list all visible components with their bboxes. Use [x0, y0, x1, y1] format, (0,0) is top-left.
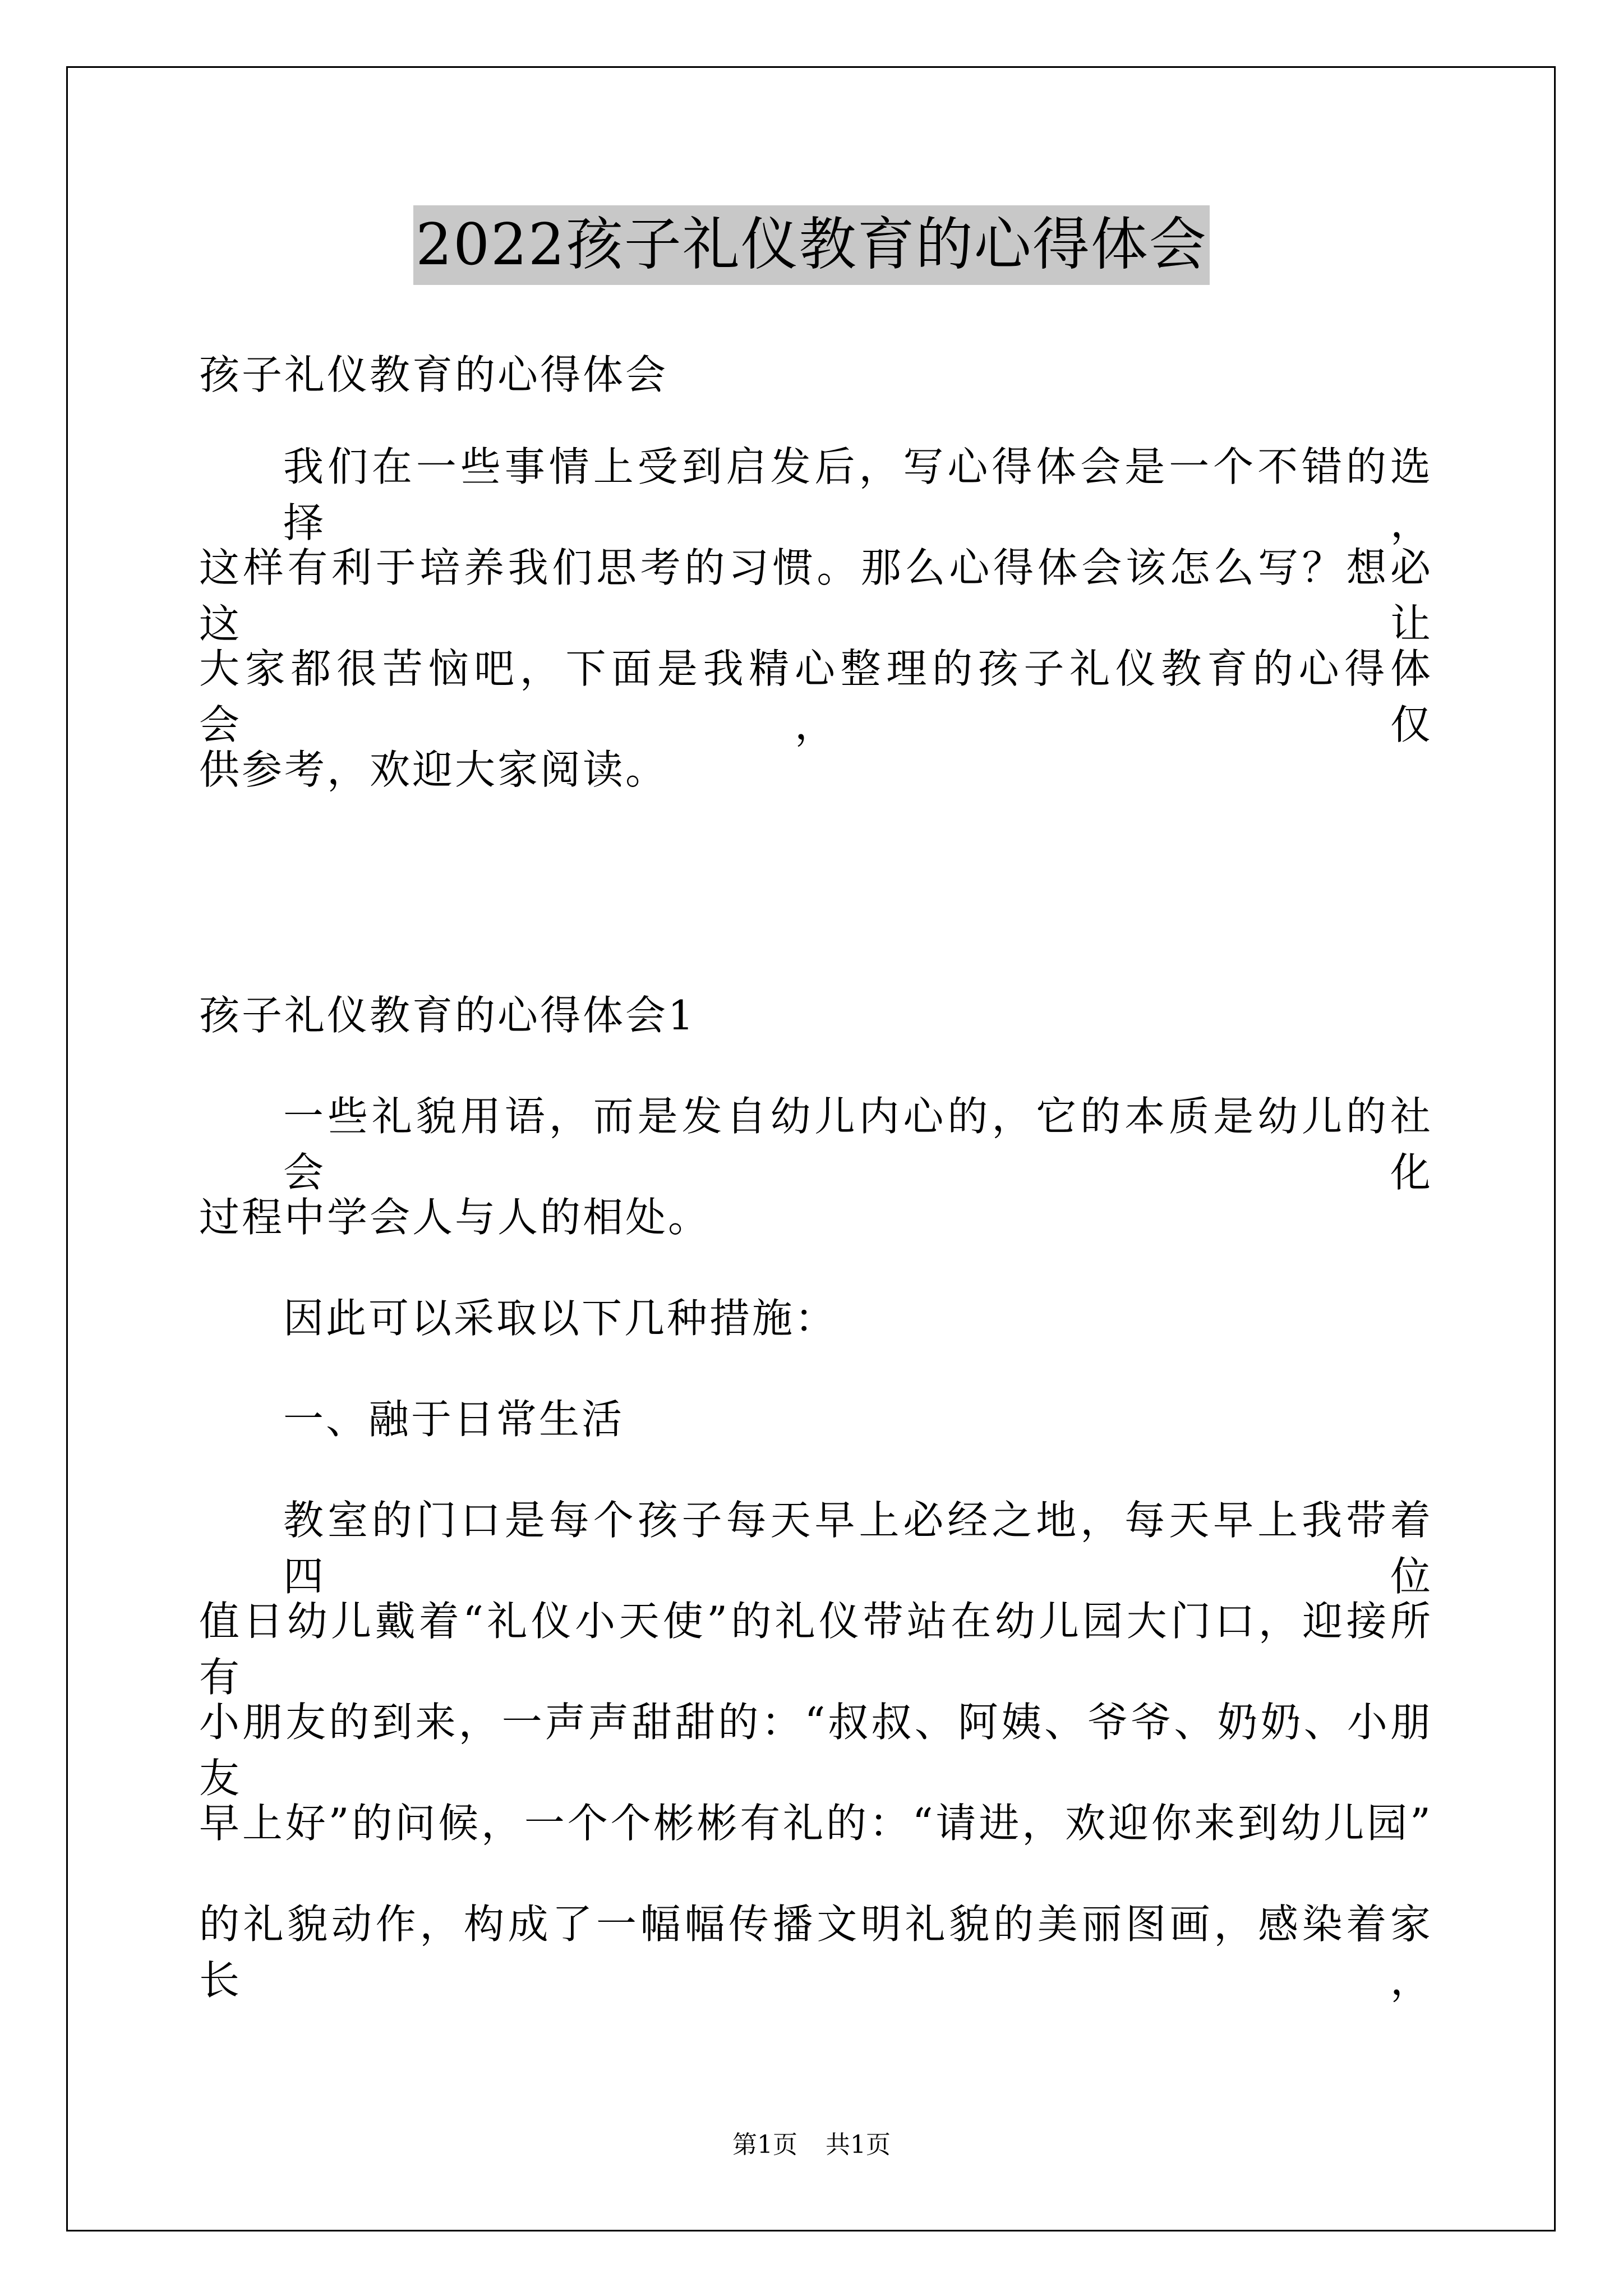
title-wrapper: [0, 205, 1623, 285]
para1-line-2: 过程中学会人与人的相处。: [199, 1194, 711, 1241]
intro-line-3: 大家都很苦恼吧，下面是我精心整理的孩子礼仪教育的心得体会，仅: [199, 645, 1433, 748]
para3-line-4: 早上好”的问候，一个个彬彬有礼的：“请进，欢迎你来到幼儿园”: [199, 1800, 1433, 1847]
section-heading: 孩子礼仪教育的心得体会1: [199, 992, 696, 1039]
intro-line-4: 供参考，欢迎大家阅读。: [199, 746, 668, 793]
para3-line-5: 的礼貌动作，构成了一幅幅传播文明礼貌的美丽图画，感染着家长，: [199, 1901, 1433, 2004]
intro-line-2: 这样有利于培养我们思考的习惯。那么心得体会该怎么写？想必这让: [199, 544, 1433, 647]
document-subtitle: 孩子礼仪教育的心得体会: [199, 351, 668, 398]
para3-line-2: 值日幼儿戴着“礼仪小天使”的礼仪带站在幼儿园大门口，迎接所有: [199, 1598, 1433, 1701]
page-footer: [0, 2128, 1623, 2162]
page-number-total: 共1页: [826, 2131, 891, 2159]
intro-line-1: 我们在一些事情上受到启发后，写心得体会是一个不错的选择，: [283, 443, 1433, 546]
para2: 因此可以采取以下几种措施：: [283, 1295, 838, 1342]
para3-line-3: 小朋友的到来，一声声甜甜的：“叔叔、阿姨、爷爷、奶奶、小朋友: [199, 1699, 1433, 1802]
page-number-current: 第1页: [732, 2131, 797, 2159]
para1-line-1: 一些礼貌用语，而是发自幼儿内心的，它的本质是幼儿的社会化: [283, 1093, 1433, 1196]
document-title: 2022孩子礼仪教育的心得体会: [413, 205, 1210, 285]
para3-line-1: 教室的门口是每个孩子每天早上必经之地，每天早上我带着四位: [283, 1497, 1433, 1600]
point1-heading: 一、融于日常生活: [283, 1396, 625, 1443]
